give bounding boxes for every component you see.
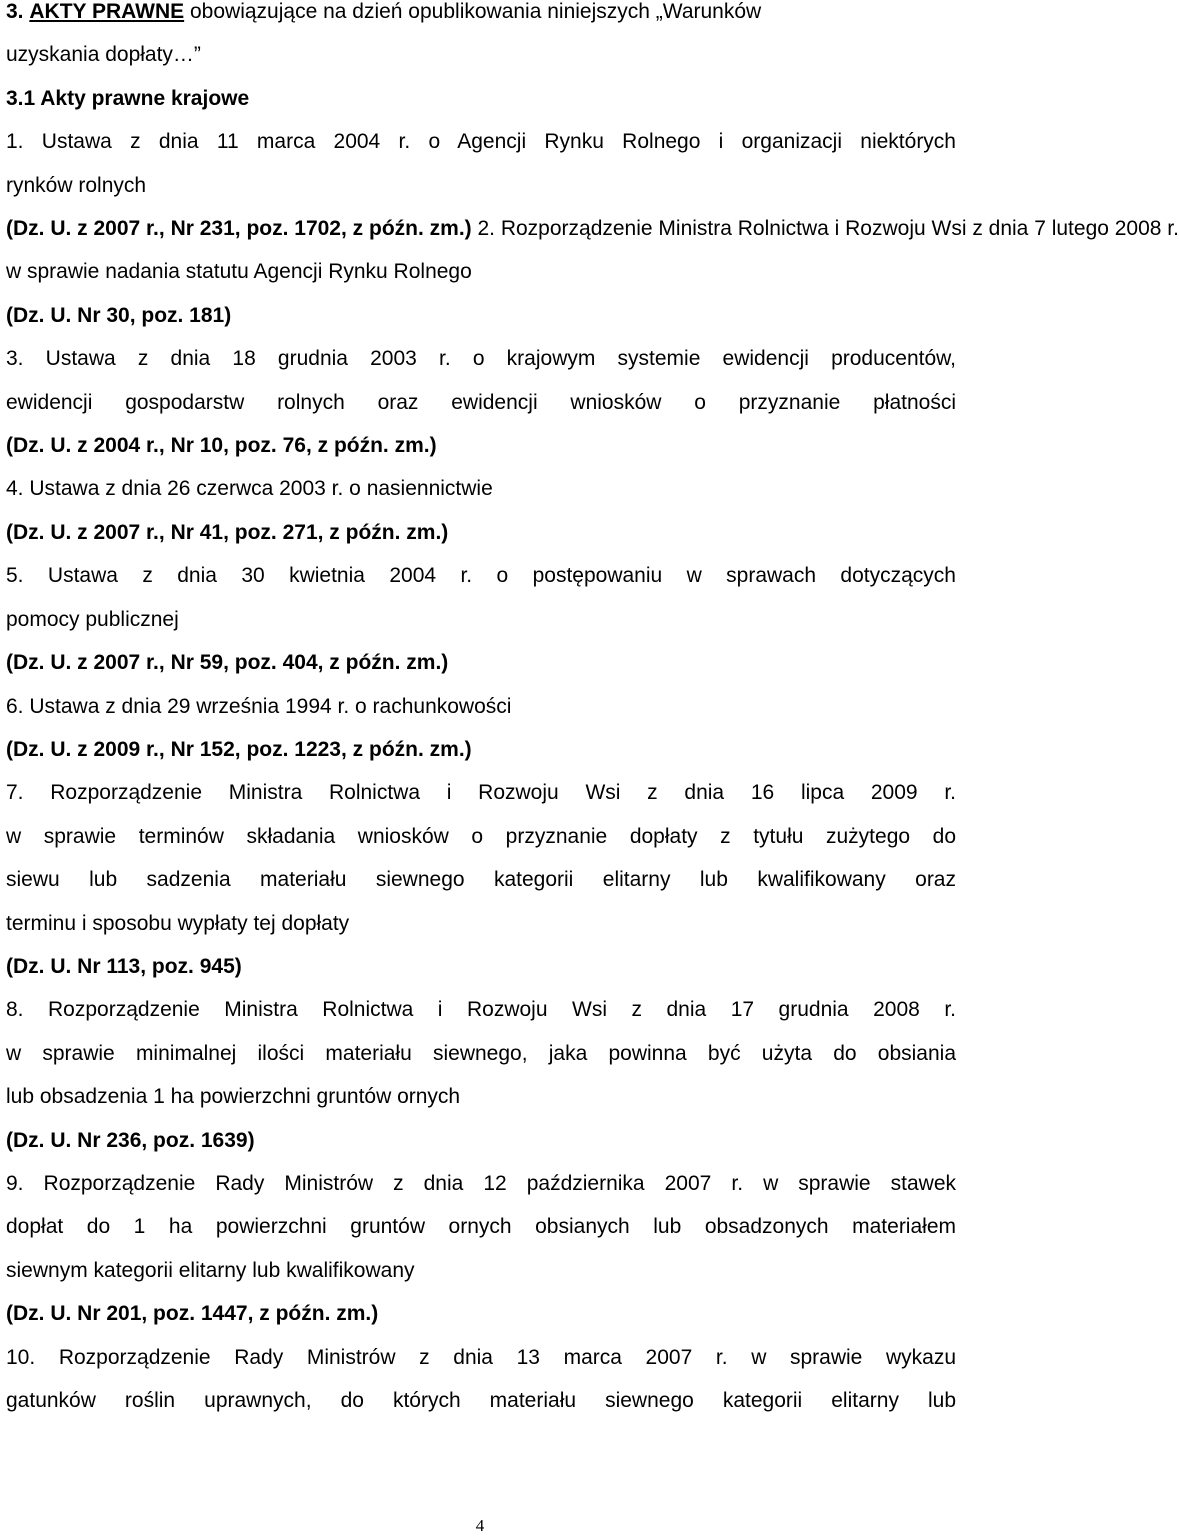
section-title-rest: obowiązujące na dzień opublikowania niniejszych „Warunków (184, 0, 762, 23)
text-line (6, 554, 956, 597)
line-text: dopłat do 1 ha powierzchni gruntów ornych obsianych lub obsadzonych materiałem (6, 1215, 956, 1239)
text-line (6, 1249, 956, 1292)
page-number: 4 (475, 1516, 485, 1535)
citation-text: (Dz. U. z 2007 r., Nr 59, poz. 404, z późn. zm.) (6, 651, 449, 675)
citation-line (6, 424, 956, 467)
text-line (6, 1075, 956, 1118)
line-text: terminu i sposobu wypłaty tej dopłaty (6, 911, 350, 935)
text-line (6, 381, 956, 424)
citation-line (6, 1119, 956, 1162)
line-text: siewu lub sadzenia materiału siewnego kategorii elitarny lub kwalifikowany oraz (6, 868, 956, 892)
line-text: w sprawie minimalnej ilości materiału siewnego, jaka powinna być użyta do obsiania (6, 1041, 956, 1065)
line-text: 10. Rozporządzenie Rady Ministrów z dnia 13 marca 2007 r. w sprawie wykazu (6, 1345, 956, 1369)
section-number: 3. (6, 0, 24, 23)
citation-text: (Dz. U. z 2009 r., Nr 152, poz. 1223, z późn. zm.) (6, 737, 472, 761)
text-line (6, 815, 956, 858)
text-line (6, 1379, 956, 1422)
section-title: AKTY PRAWNE (29, 0, 185, 23)
section-heading (6, 0, 956, 33)
line-text: w sprawie terminów składania wniosków o przyznanie dopłaty z tytułu zużytego do (6, 824, 956, 848)
line-text: 8. Rozporządzenie Ministra Rolnictwa i Rozwoju Wsi z dnia 17 grudnia 2008 r. (6, 998, 956, 1022)
line-tail-text: 2. Rozporządzenie Ministra Rolnictwa i Rozwoju Wsi z dnia 7 lutego 2008 r. (471, 217, 1179, 241)
citation-line (6, 1292, 956, 1335)
citation-line (6, 294, 956, 337)
legal-acts-list (6, 120, 1179, 1422)
line-text: ewidencji gospodarstw rolnych oraz ewidencji wniosków o przyznanie płatności (6, 390, 956, 414)
line-text: rynków rolnych (6, 173, 147, 197)
citation-text: (Dz. U. z 2004 r., Nr 10, poz. 76, z późn. zm.) (6, 434, 437, 458)
citation-line (6, 641, 956, 684)
line-text: 7. Rozporządzenie Ministra Rolnictwa i Rozwoju Wsi z dnia 16 lipca 2009 r. (6, 781, 956, 805)
text-line (6, 902, 956, 945)
text-line (6, 988, 956, 1031)
text-line (6, 120, 956, 163)
text-line (6, 250, 956, 293)
citation-text: (Dz. U. z 2007 r., Nr 41, poz. 271, z późn. zm.) (6, 520, 449, 544)
citation-line (6, 945, 956, 988)
text-line (6, 858, 956, 901)
line-text: 5. Ustawa z dnia 30 kwietnia 2004 r. o postępowaniu w sprawach dotyczących (6, 564, 956, 588)
line-text: w sprawie nadania statutu Agencji Rynku Rolnego (6, 260, 472, 284)
citation-line (6, 728, 956, 771)
line-text: pomocy publicznej (6, 607, 179, 631)
line-text: 4. Ustawa z dnia 26 czerwca 2003 r. o nasiennictwie (6, 477, 493, 501)
text-line (6, 337, 956, 380)
text-line (6, 1205, 956, 1248)
line-text: gatunków roślin uprawnych, do których materiału siewnego kategorii elitarny lub (6, 1389, 956, 1412)
citation-line (6, 207, 1179, 250)
section-heading-continued: uzyskania dopłaty…” (6, 43, 201, 67)
citation-text: (Dz. U. Nr 201, poz. 1447, z późn. zm.) (6, 1302, 379, 1326)
text-line (6, 1336, 956, 1379)
line-text: siewnym kategorii elitarny lub kwalifikowany (6, 1258, 415, 1282)
line-text: 6. Ustawa z dnia 29 września 1994 r. o rachunkowości (6, 694, 512, 718)
text-line (6, 1032, 956, 1075)
text-line (6, 598, 956, 641)
text-line (6, 771, 956, 814)
line-text: 9. Rozporządzenie Rady Ministrów z dnia 12 października 2007 r. w sprawie stawek (6, 1171, 956, 1195)
document-page (6, 0, 1179, 1422)
line-text: lub obsadzenia 1 ha powierzchni gruntów ornych (6, 1085, 461, 1109)
text-line (6, 685, 956, 728)
line-text: 1. Ustawa z dnia 11 marca 2004 r. o Agencji Rynku Rolnego i organizacji niektórych (6, 130, 956, 154)
text-line (6, 467, 956, 510)
citation-text: (Dz. U. Nr 236, poz. 1639) (6, 1128, 255, 1152)
citation-line (6, 511, 956, 554)
line-text: 3. Ustawa z dnia 18 grudnia 2003 r. o krajowym systemie ewidencji producentów, (6, 347, 956, 371)
citation-text: (Dz. U. Nr 30, poz. 181) (6, 303, 232, 327)
citation-text: (Dz. U. z 2007 r., Nr 231, poz. 1702, z późn. zm.) (6, 217, 472, 241)
text-line (6, 164, 956, 207)
text-line (6, 1162, 956, 1205)
subsection-title: 3.1 Akty prawne krajowe (6, 86, 250, 110)
citation-text: (Dz. U. Nr 113, poz. 945) (6, 954, 242, 978)
